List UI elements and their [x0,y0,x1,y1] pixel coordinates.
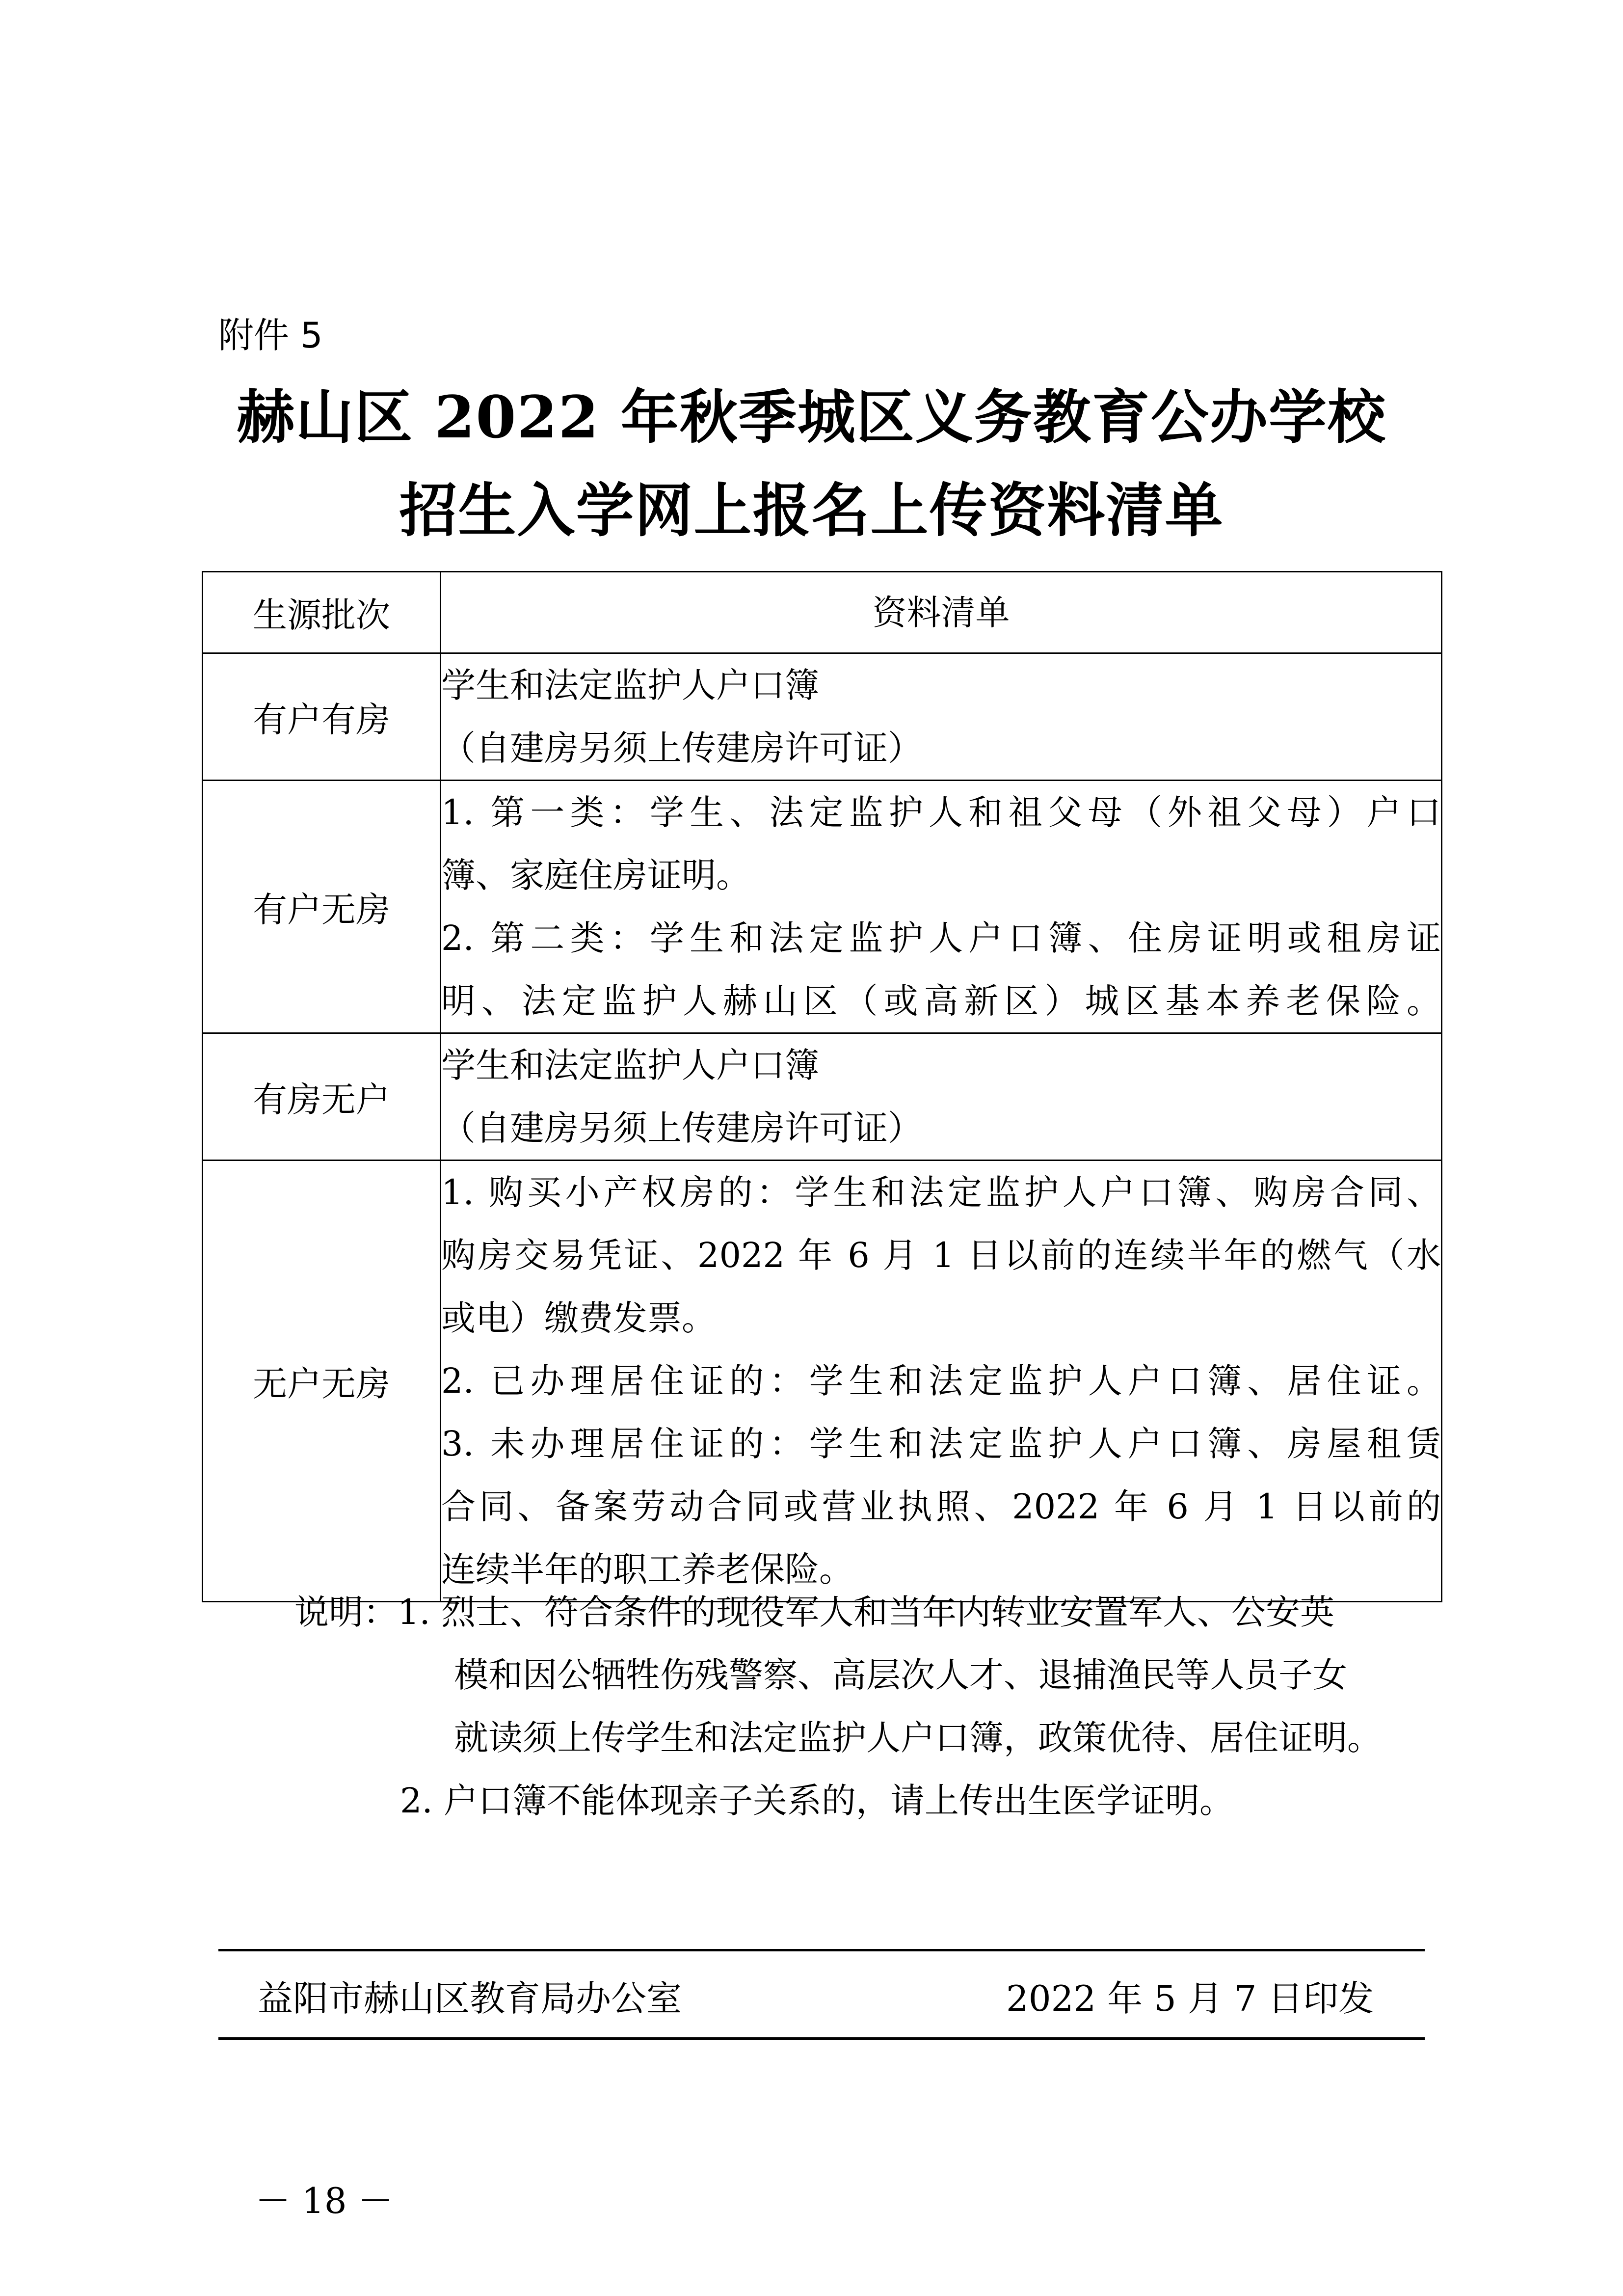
footer-issue-date: 2022 年 5 月 7 日印发 [1006,1978,1374,2019]
note-line: 就读须上传学生和法定监护人户口簿，政策优待、居住证明。 [454,1718,1382,1758]
table-row [203,653,1442,781]
material-line: 合同、备案劳动合同或营业执照、2022 年 6 月 1 日以前的 [441,1486,1441,1527]
material-line: 2. 第二类：学生和法定监护人户口簿、住房证明或租房证 [441,918,1441,958]
row-category: 有房无户 [203,1033,441,1161]
material-line: 学生和法定监护人户口簿 [441,1045,819,1085]
material-line: 学生和法定监护人户口簿 [441,665,819,705]
material-line: （自建房另须上传建房许可证） [441,728,922,768]
attachment-label: 附件 5 [218,315,323,356]
material-line: 1. 购买小产权房的：学生和法定监护人户口簿、购房合同、 [441,1172,1441,1213]
material-line: 2. 已办理居住证的：学生和法定监护人户口簿、居住证。 [441,1361,1441,1401]
material-line: （自建房另须上传建房许可证） [441,1108,922,1148]
table-row [203,1161,1442,1602]
header-category: 生源批次 [203,572,441,653]
footer-bottom-rule [218,2037,1425,2040]
material-line: 明、法定监护人赫山区（或高新区）城区基本养老保险。 [441,981,1441,1021]
table-header-row [203,572,1442,653]
row-category: 无户无房 [203,1161,441,1602]
document-title-line-2: 招生入学网上报名上传资料清单 [399,476,1224,544]
row-category: 有户有房 [203,653,441,781]
materials-table [202,571,1442,1602]
material-line: 3. 未办理居住证的：学生和法定监护人户口簿、房屋租赁 [441,1424,1441,1464]
footer-top-rule [218,1949,1425,1951]
notes-section [294,1581,1438,1832]
material-line: 1. 第一类：学生、法定监护人和祖父母（外祖父母）户口 [441,792,1441,833]
material-line: 簿、家庭住房证明。 [441,855,750,895]
row-materials [441,781,1442,1033]
footer-issuer: 益阳市赫山区教育局办公室 [258,1978,682,2019]
document-title-line-1: 赫山区 2022 年秋季城区义务教育公办学校 [237,383,1386,451]
material-line: 或电）缴费发票。 [441,1298,716,1338]
material-line: 购房交易凭证、2022 年 6 月 1 日以前的连续半年的燃气（水 [441,1235,1441,1275]
row-materials [441,1033,1442,1161]
note-line: 2. 户口簿不能体现亲子关系的，请上传出生医学证明。 [400,1781,1234,1821]
row-materials [441,1161,1442,1602]
header-materials: 资料清单 [441,572,1442,653]
note-line: 说明：1. 烈士、符合条件的现役军人和当年内转业安置军人、公安英 [294,1592,1335,1632]
note-line: 模和因公牺牲伤残警察、高层次人才、退捕渔民等人员子女 [454,1655,1347,1695]
table-row [203,781,1442,1033]
page-number: － 18 － [255,2180,394,2221]
row-materials [441,653,1442,781]
material-line: 连续半年的职工养老保险。 [441,1549,853,1590]
row-category: 有户无房 [203,781,441,1033]
table-row [203,1033,1442,1161]
